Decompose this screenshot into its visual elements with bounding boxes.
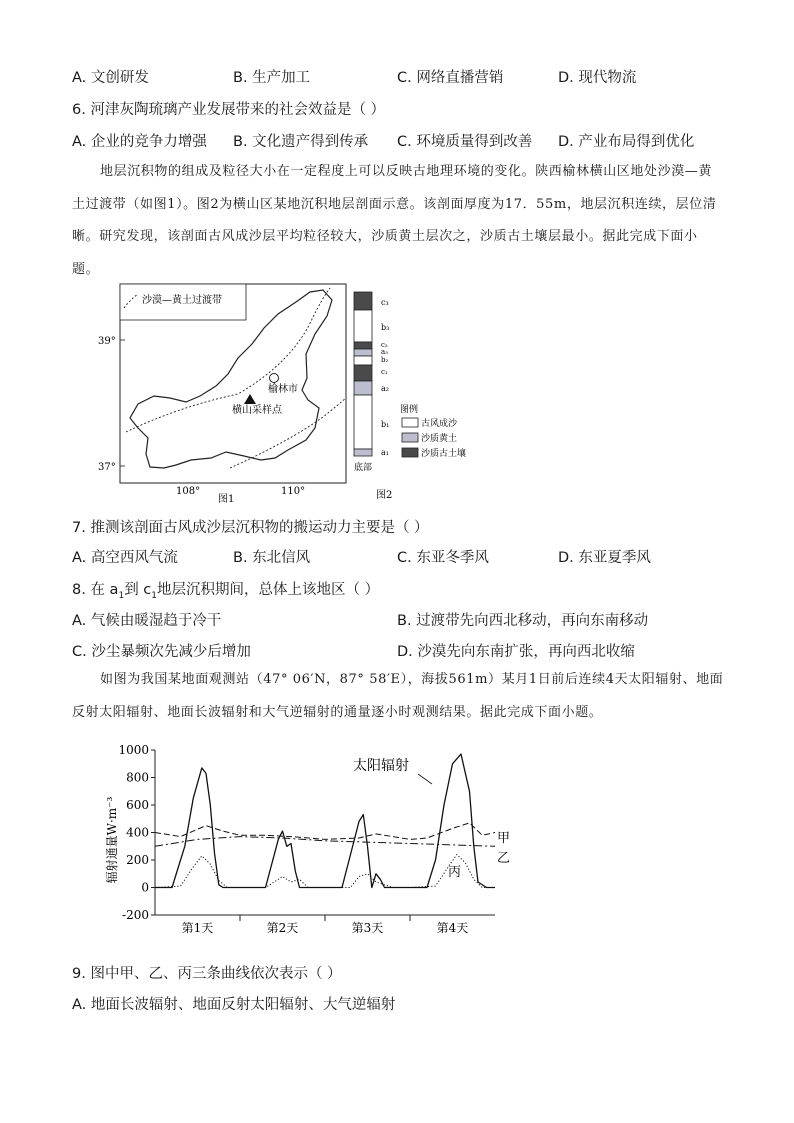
lon-108-label: 108° — [176, 486, 201, 497]
figure-1-2 — [98, 282, 498, 507]
q6-option-a: A. 企业的竞争力增强 — [72, 134, 207, 150]
q6-option-d: D. 产业布局得到优化 — [558, 134, 695, 150]
series-line-0 — [155, 754, 495, 887]
series-line-3 — [155, 855, 495, 888]
q5-option-a: A. 文创研发 — [72, 70, 149, 86]
column-bottom-label: 底部 — [354, 463, 373, 473]
layer-label: c₂ — [381, 341, 388, 349]
y-axis — [118, 743, 155, 922]
layer-label: a₂ — [381, 384, 389, 393]
series-label-bing: 丙 — [448, 865, 462, 880]
q8-stem: 8. 在 $a_1$到 $c_1$地层沉积期间，总体上该地区（ ） — [72, 582, 380, 601]
legend-label-paleosol: 沙质古土壤 — [421, 449, 467, 459]
sample-site-label: 横山采样点 — [232, 405, 282, 416]
layer-label: b₃ — [381, 323, 390, 332]
q5-option-c: C. 网络直播营销 — [397, 70, 504, 86]
q8-option-b: B. 过渡带先向西北移动，再向东南移动 — [397, 613, 649, 629]
city-marker — [270, 374, 279, 383]
fig2-legend-title: 图例 — [400, 405, 419, 415]
y-tick-label: 600 — [126, 798, 149, 812]
series-label-jia: 甲 — [497, 831, 511, 846]
radiation-chart — [100, 740, 520, 940]
sample-site-marker — [244, 394, 256, 404]
series-group — [155, 754, 495, 887]
x-tick-label: 第3天 — [351, 921, 384, 935]
legend-swatch-sand — [402, 418, 418, 427]
legend-label-loess: 沙质黄土 — [421, 434, 458, 444]
legend-swatch-paleosol — [402, 448, 418, 457]
q8-option-a: A. 气候由暖湿趋于冷干 — [72, 613, 222, 629]
x-tick-label: 第2天 — [266, 921, 299, 935]
annotation-pointer — [418, 774, 432, 784]
city-label: 榆林市 — [268, 384, 298, 395]
series-line-1 — [155, 823, 495, 840]
y-tick-label: 0 — [141, 880, 149, 895]
q7-option-d: D. 东亚夏季风 — [558, 550, 651, 566]
series-label-yi: 乙 — [497, 851, 511, 866]
lat-37-label: 37° — [98, 462, 116, 473]
q5-option-b: B. 生产加工 — [233, 70, 311, 86]
y-tick-label: 400 — [126, 825, 149, 840]
layer-label: a₁ — [381, 448, 389, 457]
solar-radiation-annotation: 太阳辐射 — [353, 758, 409, 774]
q8-option-c: C. 沙尘暴频次先减少后增加 — [72, 644, 251, 660]
q5-option-d: D. 现代物流 — [558, 70, 637, 86]
chart-y-label: 辐射通量W·m⁻³ — [105, 796, 119, 884]
legend-label-sand: 古风成沙 — [421, 419, 458, 429]
y-tick-label: 1000 — [118, 743, 149, 757]
lon-110-label: 110° — [281, 486, 306, 497]
layer-label: c₃ — [381, 298, 389, 307]
fig1-legend-label: 沙漠—黄土过渡带 — [142, 295, 222, 306]
y-tick-label: 200 — [126, 853, 149, 867]
q7-stem: 7. 推测该剖面古风成沙层沉积物的搬运动力主要是（ ） — [72, 520, 429, 536]
legend-swatch-loess — [402, 433, 418, 442]
q6-stem: 6. 河津灰陶琉璃产业发展带来的社会效益是（ ） — [72, 102, 386, 118]
layer-label: b₁ — [381, 420, 390, 429]
q7-option-a: A. 高空西风气流 — [72, 550, 178, 566]
layer-label: c₁ — [381, 368, 388, 376]
q8-option-d: D. 沙漠先向东南扩张，再向西北收缩 — [397, 644, 635, 660]
x-tick-label: 第1天 — [181, 921, 214, 935]
x-tick-label: 第4天 — [436, 921, 469, 935]
fig1-caption: 图1 — [218, 494, 235, 505]
q6-option-b: B. 文化遗产得到传承 — [233, 134, 369, 150]
x-axis — [182, 915, 469, 935]
q7-option-b: B. 东北信风 — [233, 550, 311, 566]
y-tick-label: -200 — [122, 908, 149, 922]
y-tick-label: 800 — [126, 770, 149, 785]
stratigraphic-column — [354, 292, 372, 456]
q9-stem: 9. 图中甲、乙、丙三条曲线依次表示（ ） — [72, 966, 342, 982]
q7-option-c: C. 东亚冬季风 — [397, 550, 489, 566]
layer-label: a₃ — [381, 348, 388, 356]
q6-option-c: C. 环境质量得到改善 — [397, 134, 533, 150]
q9-option-a: A. 地面长波辐射、地面反射太阳辐射、大气逆辐射 — [72, 997, 396, 1013]
series-line-2 — [155, 837, 495, 847]
layer-label: b₂ — [381, 356, 389, 364]
lat-39-label: 39° — [98, 336, 116, 347]
passage-2: 如图为我国某地面观测站（47° 06′N，87° 58′E），海拔561m）某月1日前后连续4天太阳辐射、地面反射太阳辐射、地面长波辐射和大气逆辐射的通量逐小时观测结果。据此完成下面小题。 — [72, 672, 724, 720]
fig2-caption: 图2 — [376, 490, 393, 501]
passage-1: 地层沉积物的组成及粒径大小在一定程度上可以反映古地理环境的变化。陕西榆林横山区地处沙漠—黄土过渡带（如图1）。图2为横山区某地沉积地层剖面示意。该剖面厚度为17．55m，地层沉积连续，层位清晰。研究发现，该剖面古风成沙层平均粒径较大，沙质黄土层次之，沙质古土壤层最小。据此完成下面小题。 — [72, 164, 717, 277]
